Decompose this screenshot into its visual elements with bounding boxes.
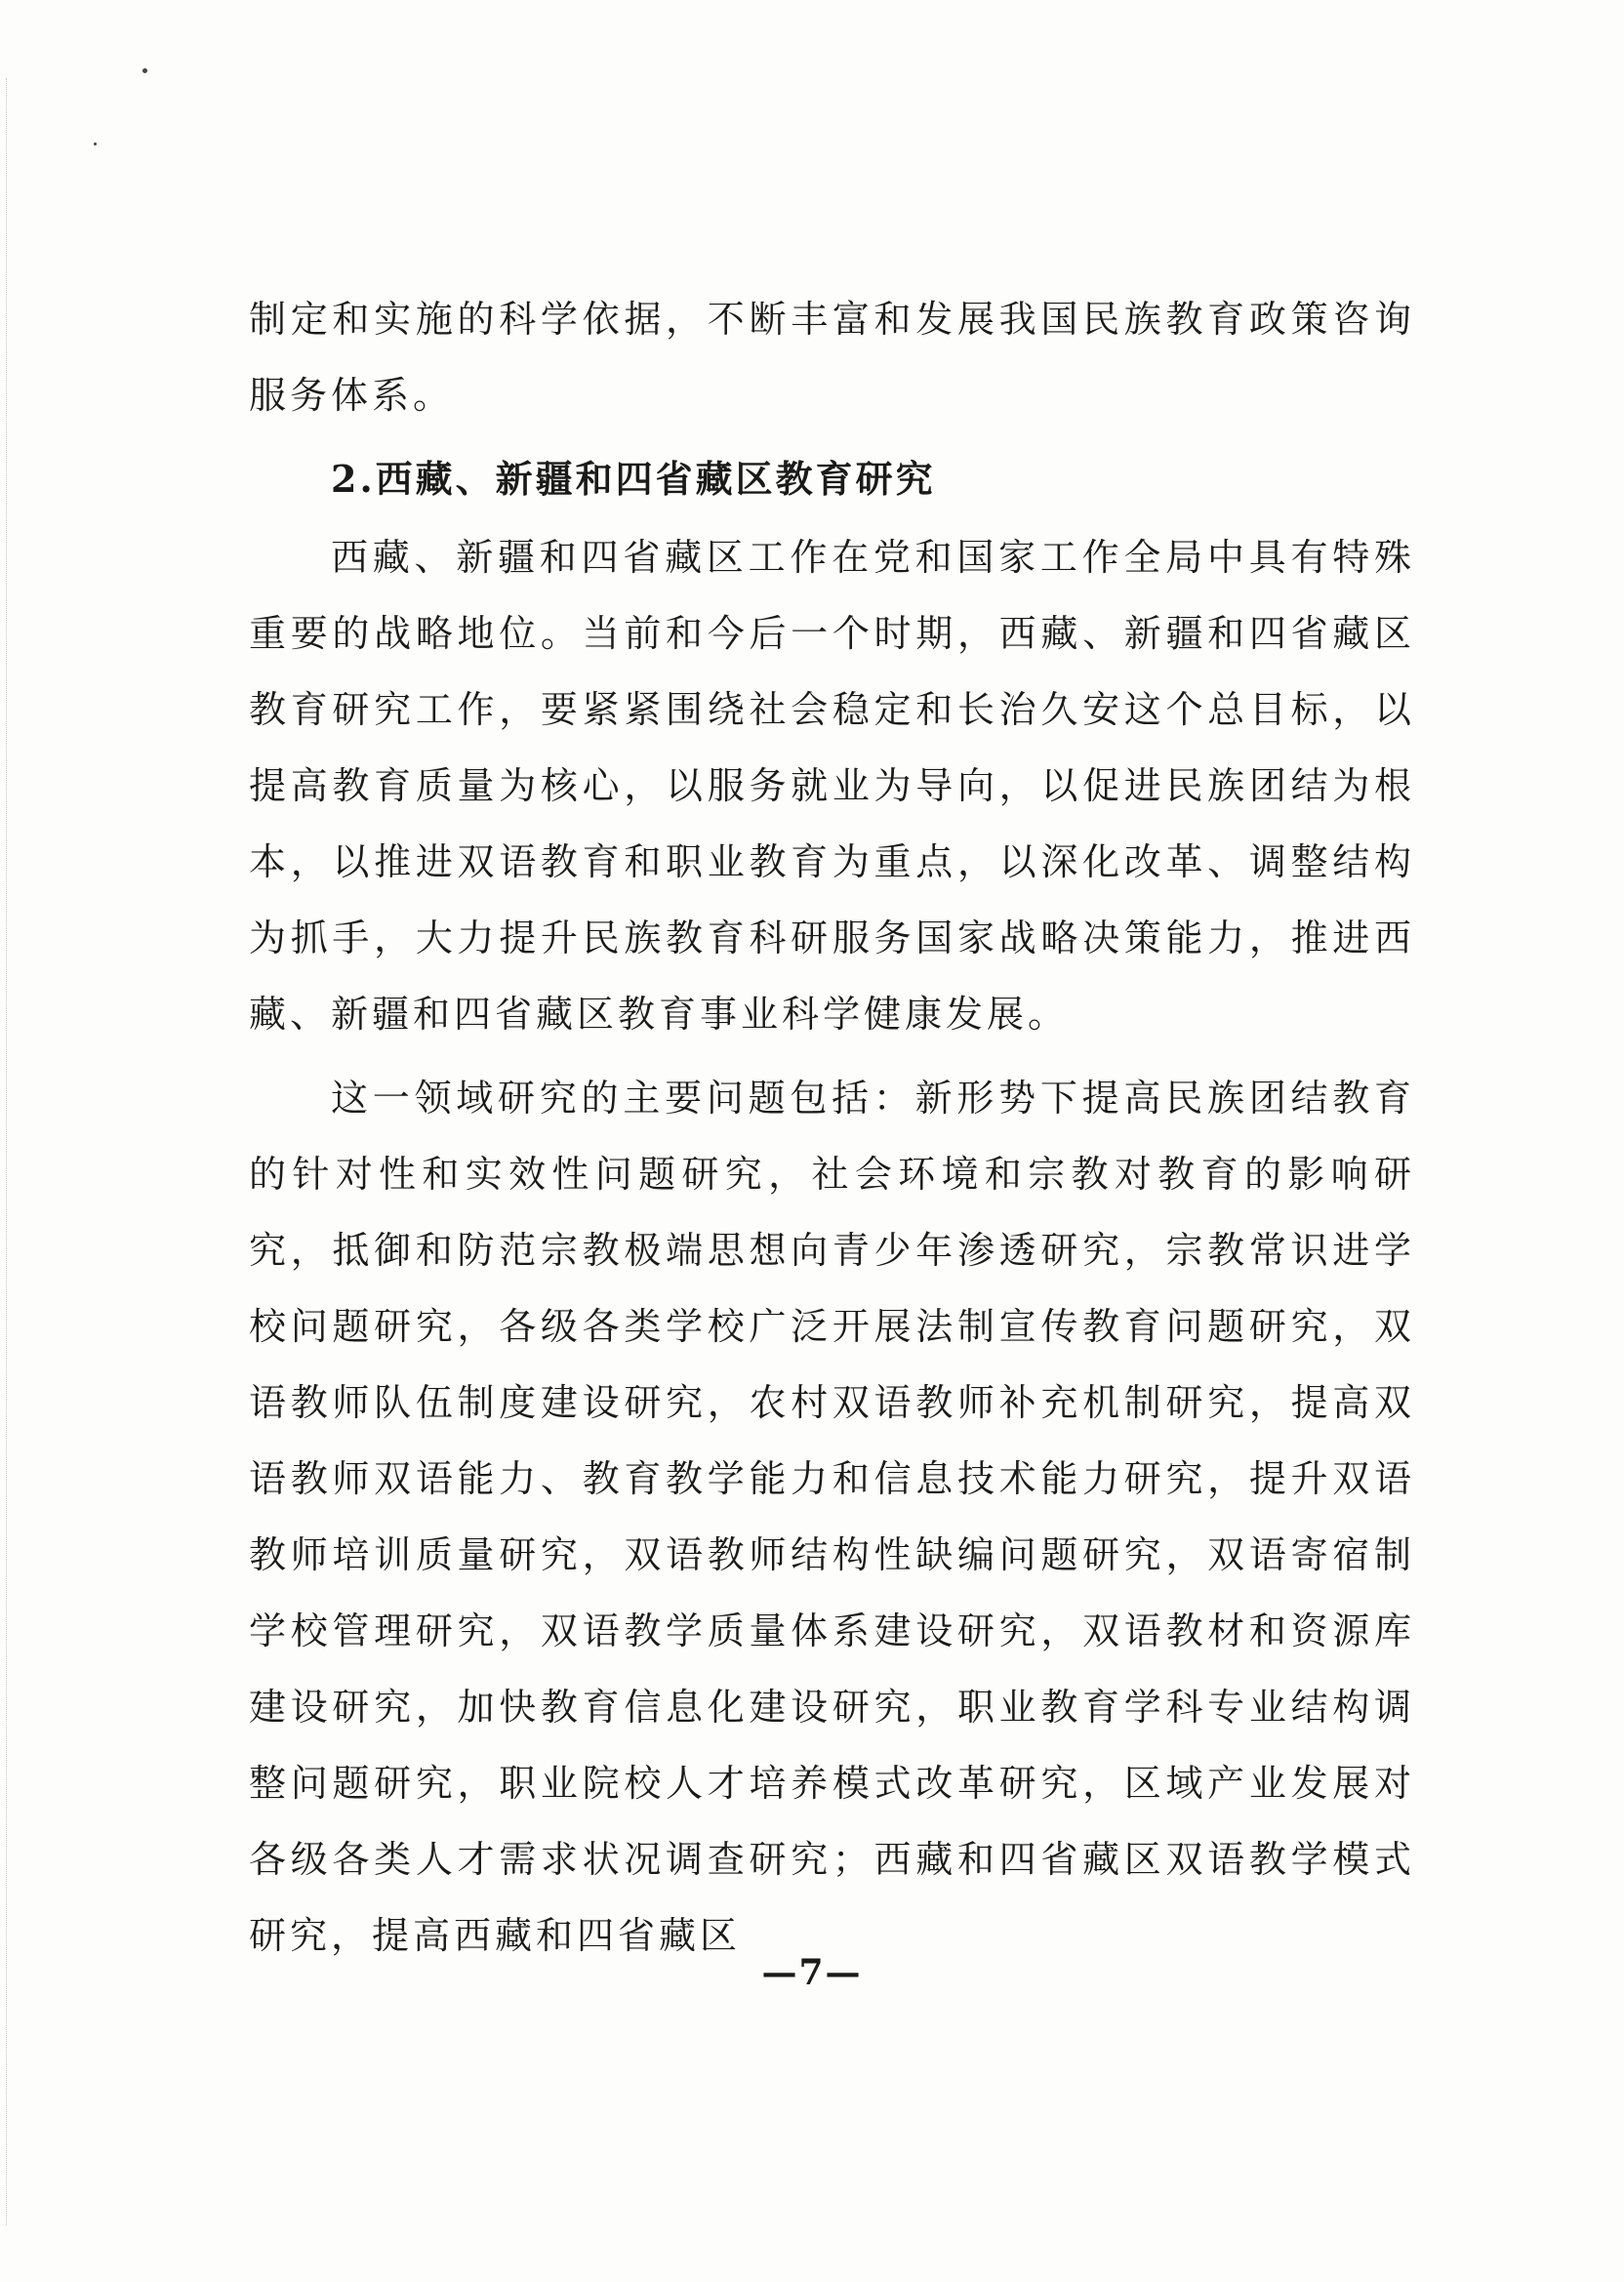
paragraph-continuation: 制定和实施的科学依据，不断丰富和发展我国民族教育政策咨询服务体系。 [249, 298, 1415, 417]
paragraph-body: 这一领域研究的主要问题包括：新形势下提高民族团结教育的针对性和实效性问题研究，社会环境和宗教对教育的影响研究，抵御和防范宗教极端思想向青少年渗透研究，宗教常识进学校问题研究，各级各类学校广泛开展法制宣传教育问题研究，双语教师队伍制度建设研究，农村双语教师补充机制研究，提高双语教师双语能力、教育教学能力和信息技术能力研究，提升双语教师培训质量研究，双语教师结构性缺编问题研究，双语寄宿制学校管理研究，双语教学质量体系建设研究，双语教材和资源库建设研究，加快教育信息化建设研究，职业教育学科专业结构调整问题研究，职业院校人才培养模式改革研究，区域产业发展对各级各类人才需求状况调查研究；西藏和四省藏区双语教学模式研究，提高西藏和四省藏区 [249, 1077, 1415, 1957]
scan-speck [94, 143, 97, 145]
document-body [249, 281, 1415, 1974]
paragraph-body: 西藏、新疆和四省藏区工作在党和国家工作全局中具有特殊重要的战略地位。当前和今后一个时期，西藏、新疆和四省藏区教育研究工作，要紧紧围绕社会稳定和长治久安这个总目标，以提高教育质量为核心，以服务就业为导向，以促进民族团结为根本，以推进双语教育和职业教育为重点，以深化改革、调整结构为抓手，大力提升民族教育科研服务国家战略决策能力，推进西藏、新疆和四省藏区教育事业科学健康发展。 [249, 536, 1415, 1036]
page-number: —7— [761, 1952, 863, 1993]
scan-edge-marks [6, 78, 9, 2225]
section-heading: 2.西藏、新疆和四省藏区教育研究 [331, 457, 936, 501]
scan-speck [142, 68, 147, 73]
